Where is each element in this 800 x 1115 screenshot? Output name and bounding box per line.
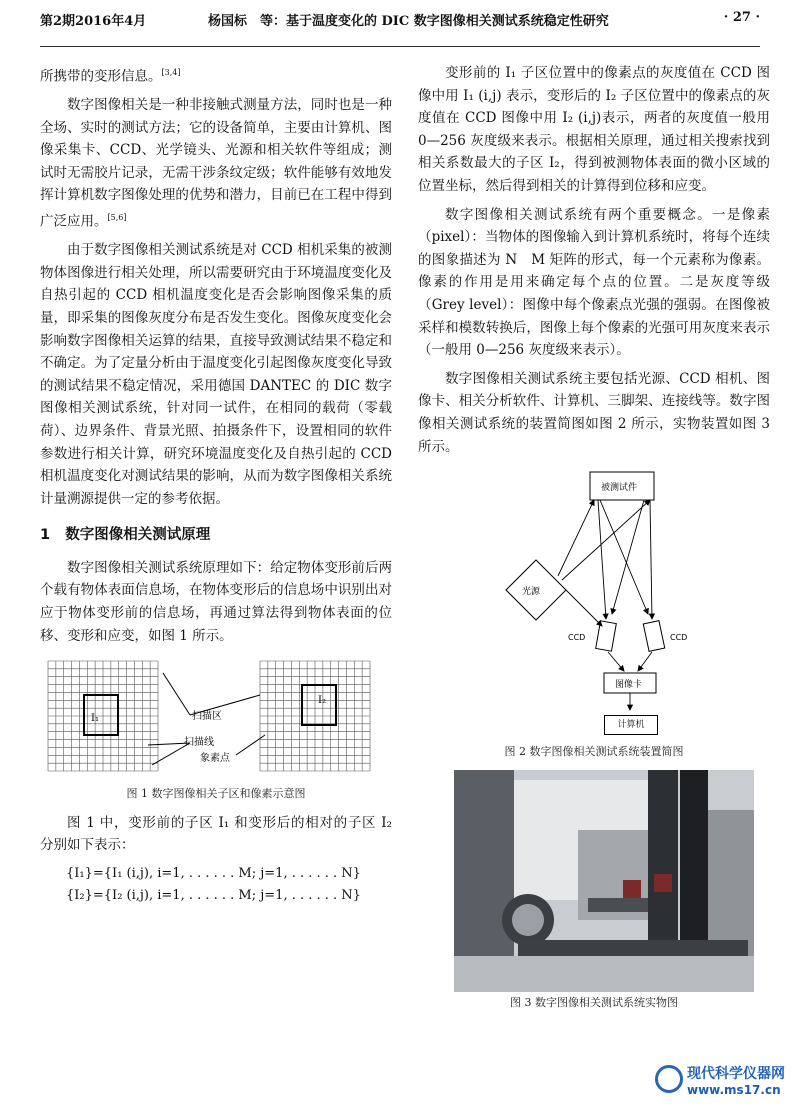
label-scan-line: 扫描线 [184,737,214,749]
paragraph: 变形前的 I₁ 子区位置中的像素点的灰度值在 CCD 图像中用 I₁ (i,j) 表示，变形后的 I₂ 子区位置中的像素点的灰度值在 CCD 图像中用 I₂ (i,j)表示，两者的灰度值一般用 0—256 灰度级来表示。根据相关原理，通过相关搜索找到相关系数最大的子区 I₂，得到被测物体表面的微小区域的位置坐标，然后得到相关的计算得到位移和应变。 [418,65,770,194]
paragraph: 图 1 中，变形前的子区 I₁ 和变形后的相对的子区 I₂ 分别如下表示： [40,814,392,854]
label-ccd-right: CCD [670,633,688,643]
figure-3-photo [418,770,770,992]
label-I2: I₂ [318,695,326,707]
label-scan-area: 扫描区 [192,711,222,723]
label-ccd-left: CCD [568,633,586,643]
label-computer: 计算机 [617,720,645,731]
paragraph: 数字图像相关测试系统有两个重要概念。一是像素（pixel）：当物体的图像输入到计算机系统时，将每个连续的图象描述为 N M 矩阵的形式，每一个元素称为像素。像素的作用是用来确定每个点的位置。二是灰度等级（Grey level）：图像中每个像素点光强的强弱。在图像被采样和模数转换后，图像上每个像素的光强可用灰度来表示（一般用 0—256 灰度级来表示）。 [418,206,770,359]
left-column [40,62,392,907]
figure-2-diagram [418,464,770,719]
figure-1-caption: 图 1 数字图像相关子区和像素示意图 [126,787,306,801]
label-light: 光源 [522,587,541,598]
computer-box [604,715,658,735]
paragraph: 数字图像相关是一种非接触式测量方法，同时也是一种全场、实时的测试方法；它的设备简单，主要由计算机、图像采集卡、CCD、光学镜头、光源和相关软件等组成；测试时无需胶片记录，无需干涉条纹定级；软件能够有效地发挥计算机数字图像处理的优势和潜力，目前已在工程中得到广泛应用。[5,6] [40,97,392,230]
right-column [418,62,770,1014]
citation: [5,6] [107,213,127,223]
subset-I1 [84,695,118,735]
running-header [40,6,760,47]
page-number: · 27 · [723,10,760,25]
paragraph-continued: 所携带的变形信息。[3,4] [40,68,181,85]
running-title: 杨国标 等：基于温度变化的 DIC 数字图像相关测试系统稳定性研究 [208,14,609,29]
figure-1-diagram [40,653,392,783]
paragraph: 由于数字图像相关测试系统是对 CCD 相机采集的被测物体图像进行相关处理，所以需要研究由于环境温度变化及自热引起的 CCD 相机温度变化是否会影响图像采集的质量，即采集的图像灰度分布是否发生变化。图像灰度变化会影响数字图像相关运算的结果，直接导致测试结果不稳定和不确定。为了定量分析由于温度变化引起图像灰度变化导致的测试结果不稳定情况，采用德国 DANTEC 的 DIC 数字图像相关测试系统，针对同一试件，在相同的载荷（零载荷）、边界条件、背景光照、拍摄条件下，设置相同的软件参数进行相关计算，研究环境温度变化及自热引起的 CCD 相机温度变化对测试结果的影响，从而为数字图像相关系统计量溯源提供一定的参考依据。 [40,242,392,507]
label-pixel: 象素点 [200,753,230,765]
paragraph: 数字图像相关测试系统主要包括光源、CCD 相机、图像卡、相关分析软件、计算机、三脚架、连接线等。数字图像相关测试系统的装置简图如图 2 所示，实物装置如图 3 所示。 [418,370,770,455]
watermark-url: www.ms17.cn [687,1083,781,1097]
paragraph: 数字图像相关测试系统原理如下：给定物体变形前后两个载有物体表面信息场，在物体变形后的信息场中识别出对应于物体变形前的信息场，再通过算法得到物体表面的位移、变形和应变，如图 1 所示。 [40,559,392,644]
formula-I1: {I₁}={I₁ (i,j), i=1, . . . . . . M; j=1, . . . . . . N} [66,866,361,882]
section-number: 1 [40,527,51,544]
label-I1: I₁ [91,713,99,725]
grid-after [260,661,370,771]
formula-I2: {I₂}={I₂ (i,j), i=1, . . . . . . M; j=1, . . . . . . N} [66,888,361,904]
section-heading [40,524,392,547]
ccd-left-box [596,621,617,651]
citation: [3,4] [161,68,181,77]
computer-box-wrap [418,719,770,741]
journal-issue: 第2期2016年4月 [40,14,147,29]
figure-3-caption: 图 3 数字图像相关测试系统实物图 [510,995,678,1009]
site-watermark [655,1063,795,1109]
grid-before [48,661,158,771]
watermark-name: 现代科学仪器网 [687,1066,785,1082]
section-title: 数字图像相关测试原理 [65,527,211,544]
ccd-right-box [643,621,664,652]
watermark-logo-icon [655,1065,683,1093]
figure-2-caption: 图 2 数字图像相关测试系统装置简图 [504,745,684,759]
label-specimen: 被测试件 [601,483,638,494]
label-card: 图像卡 [615,680,643,691]
